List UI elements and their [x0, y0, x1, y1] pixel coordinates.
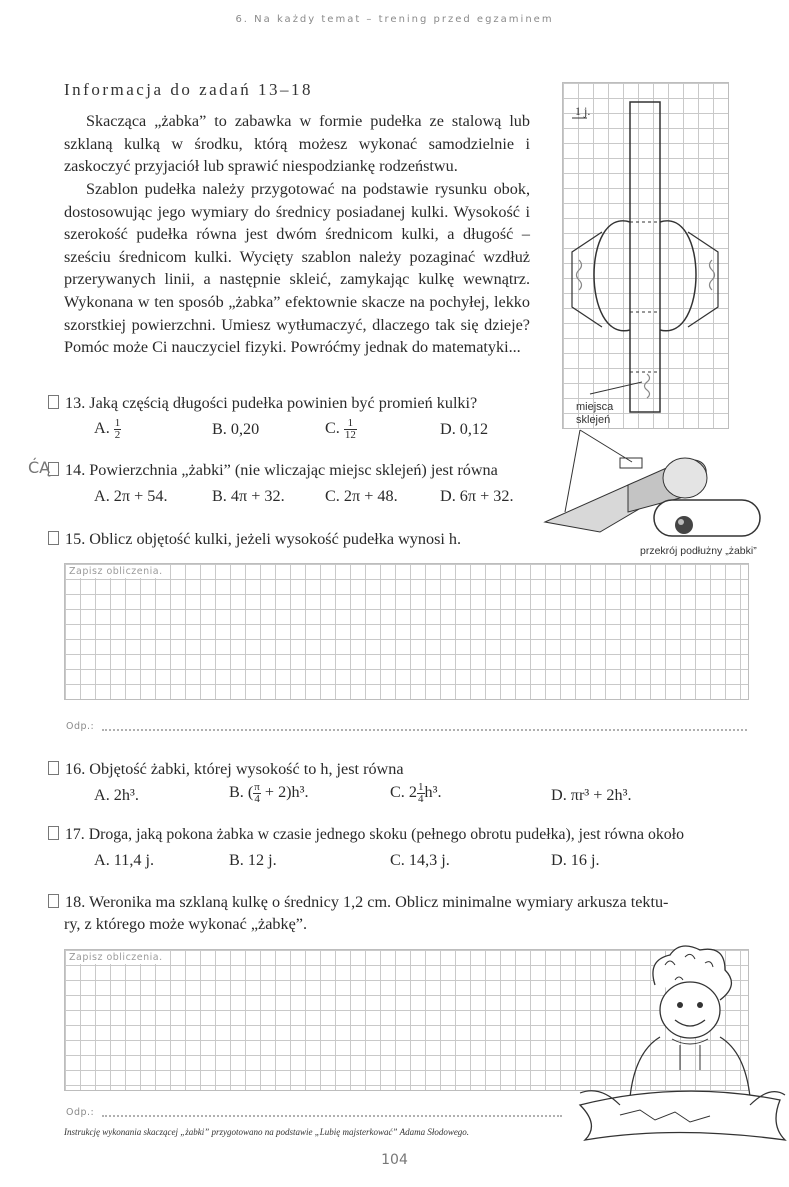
q18-calc-label: Zapisz obliczenia.: [66, 951, 166, 964]
q16-option-b[interactable]: B. ( $\frac{\pi}{4}$ + 2)h³.: [229, 781, 309, 805]
q17-option-b[interactable]: B. 12 j.: [229, 851, 277, 869]
q13-option-b[interactable]: B. 0,20: [212, 420, 260, 438]
q18-text-line1: 18. Weronika ma szklaną kulkę o średnicy 1,2 cm. Oblicz minimalne wymiary arkusza tektu-: [65, 893, 669, 911]
q14-option-c[interactable]: C. 2π + 48.: [325, 487, 398, 505]
q17-checkbox[interactable]: [48, 826, 59, 840]
q14-option-d[interactable]: D. 6π + 32.: [440, 487, 514, 505]
q17-option-d[interactable]: D. 16 j.: [551, 851, 600, 869]
q13-option-a[interactable]: A. $\frac{1}{2}$: [94, 417, 121, 441]
q13-question: [48, 394, 477, 413]
q14-option-a[interactable]: A. 2π + 54.: [94, 487, 168, 505]
q13-checkbox[interactable]: [48, 395, 59, 409]
cartoon-character-illustration: [560, 945, 789, 1145]
running-header: 6. Na każdy temat – trening przed egzaminem: [235, 14, 554, 25]
q16-option-a[interactable]: A. 2h³.: [94, 786, 139, 804]
q15-answer-label: Odp.:: [66, 721, 95, 732]
q15-calc-label: Zapisz obliczenia.: [66, 565, 166, 578]
q16-checkbox[interactable]: [48, 761, 59, 775]
q17-text: 17. Droga, jaką pokona żabka w czasie jednego skoku (pełnego obrotu pudełka), jest równa około: [65, 826, 684, 843]
template-net-drawing: [562, 82, 727, 427]
q16-option-d[interactable]: D. πr³ + 2h³.: [551, 786, 632, 804]
q18-answer-label: Odp.:: [66, 1107, 95, 1118]
q18-text-line2: ry, z którego może wykonać „żabkę”.: [64, 915, 307, 933]
q14-question: [48, 461, 498, 480]
q13-option-d[interactable]: D. 0,12: [440, 420, 489, 438]
glue-label-line1: miejsca: [576, 401, 614, 413]
info-paragraph-2: Szablon pudełka należy przygotować na podstawie rysunku obok, dostosowując jego wymiary do średnicy posiadanej kulki. Wysokość i szerokość pudełka równa jest dwóm średnicom kulki, a długość – sześciu średnicom kulki. Wycięty szablon należy pozaginać wzdłuż przerywanych linii, a następnie skleić, zamykając kulkę wewnątrz. Wykonana w ten sposób „żabka” efektownie skacze na pochyłej, lekko szorstkiej powierzchni. Umiesz wytłumaczyć, dlaczego tak się dzieje? Pomóc może Ci nauczyciel fizyki. Powróćmy jednak do matematyki...: [64, 180, 530, 357]
q15-question: [48, 530, 461, 549]
glue-label-line2: sklejeń: [576, 414, 611, 426]
q15-checkbox[interactable]: [48, 531, 59, 545]
footnote: Instrukcję wykonania skaczącej „żabki” przygotowano na podstawie „Lubię majsterkować” Adama Słodowego.: [64, 1127, 470, 1137]
page-number: 104: [381, 1152, 408, 1168]
q15-text: 15. Oblicz objętość kulki, jeżeli wysokość pudełka wynosi h.: [65, 530, 462, 548]
q13-option-c[interactable]: C. $\frac{1}{12}$: [325, 417, 356, 441]
unit-label: 1 j.: [575, 104, 591, 118]
q17-option-c[interactable]: C. 14,3 j.: [390, 851, 450, 869]
q18-question: [48, 893, 668, 912]
q14-text: 14. Powierzchnia „żabki” (nie wliczając miejsc sklejeń) jest równa: [65, 461, 498, 479]
info-title: Informacja do zadań 13–18: [64, 80, 313, 99]
margin-handwritten-mark: ĆĄ: [28, 458, 51, 477]
info-paragraph-1: Skacząca „żabka” to zabawka w formie pudełka ze stalową lub szklaną kulką w środku, którą możesz wykonać samodzielnie i zaskoczyć przyjaciół lub sprawić niespodziankę rodzeństwu.: [64, 112, 530, 176]
q14-option-b[interactable]: B. 4π + 32.: [212, 487, 285, 505]
q16-option-c[interactable]: C. 2 $\frac{1}{4}$ h³.: [390, 781, 442, 805]
q17-option-a[interactable]: A. 11,4 j.: [94, 851, 155, 869]
q13-text: 13. Jaką częścią długości pudełka powinien być promień kulki?: [65, 394, 478, 412]
q18-answer-line[interactable]: [102, 1115, 562, 1117]
q16-text: 16. Objętość żabki, której wysokość to h, jest równa: [65, 760, 404, 778]
q18-checkbox[interactable]: [48, 894, 59, 908]
q15-answer-line[interactable]: [102, 729, 747, 731]
cross-section-illustration: [650, 496, 765, 540]
q16-question: [48, 760, 404, 779]
cross-section-label: przekrój podłużny „żabki”: [640, 545, 757, 557]
q17-question: [48, 826, 684, 844]
q14-checkbox[interactable]: [48, 462, 59, 476]
q15-calculation-grid[interactable]: [64, 563, 749, 700]
